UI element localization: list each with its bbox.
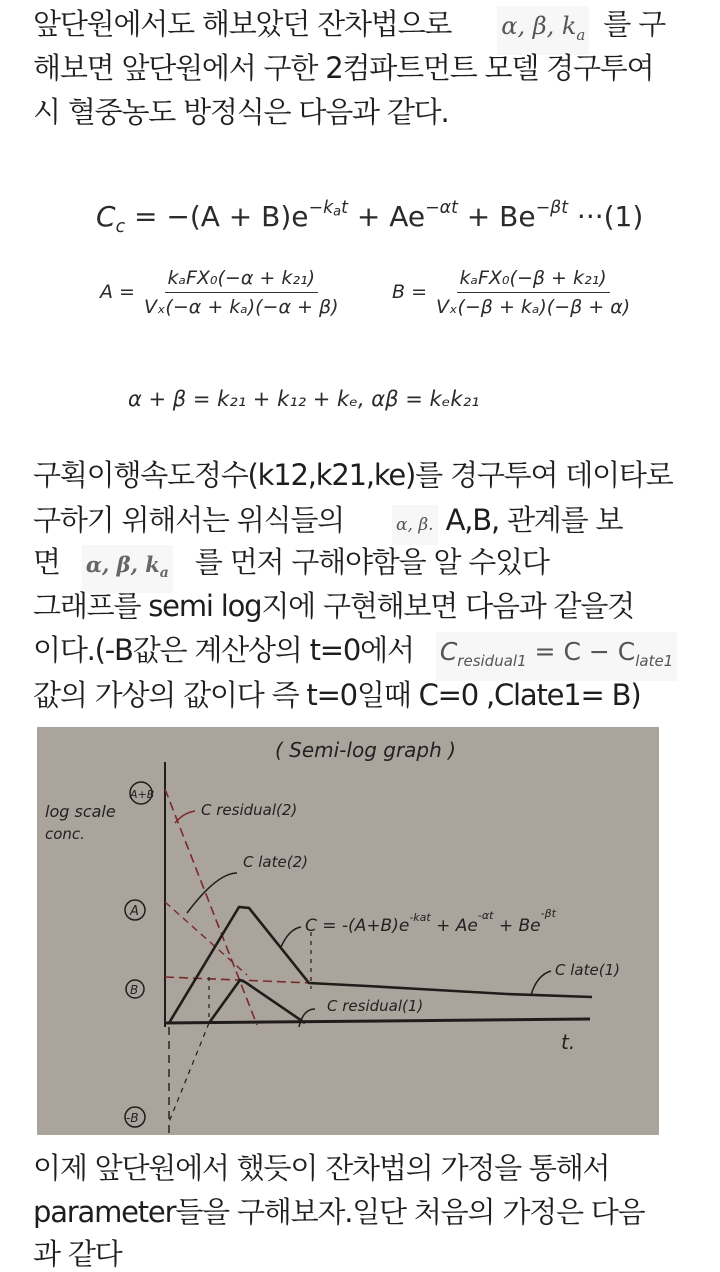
- equation-concentration: $C_c = -(A + B)e^{-kat} + Ae^{-\alpha t} + Be^{-\beta t} \cdot\cdot\cdot(1)$: [96, 198, 644, 238]
- label-c-late2: C late(2): [243, 853, 308, 871]
- paragraph3-line3: 과 같다: [33, 1237, 122, 1271]
- c-residual1-extrapolation: [169, 1023, 209, 1122]
- label-c-late1: C late(1): [555, 961, 620, 979]
- equation-B: B = $\frac{\text{kₐFX₀(−β + k₂₁)}}{\text{Vₓ(−β + kₐ)(−β + α)}}$: [392, 267, 631, 318]
- svg-text:A+B: A+B: [130, 788, 155, 801]
- semi-log-graph: [37, 727, 659, 1135]
- equation-A: A = $\frac{\text{kₐFX₀(−α + k₂₁)}}{\text{Vₓ(−α + kₐ)(−α + β)}}$: [100, 267, 339, 318]
- paragraph1-line3: 시 혈중농도 방정식은 다음과 같다.: [33, 95, 449, 129]
- paragraph2-line6: 값의 가상의 값이다 즉 t=0일때 C=0 ,Clate1= B): [33, 678, 641, 712]
- math-alpha-beta-ka: α, β, $k_a$: [82, 545, 173, 593]
- y-marker-minus-b: [125, 1107, 145, 1127]
- graph-title: ( Semi-log graph ): [275, 738, 456, 762]
- text-span: 이다.(-B값은 계산상의 t=0에서: [33, 633, 414, 667]
- text-span: 를 구: [603, 7, 666, 41]
- paragraph3-line1: 이제 앞단원에서 했듯이 잔차법의 가정을 통해서: [33, 1151, 610, 1185]
- y-marker-b: [126, 980, 144, 998]
- text-span: 면: [33, 545, 60, 579]
- paragraph2-line2: [33, 500, 622, 545]
- math-alpha-beta-ka: α, β, $k_a$: [497, 6, 589, 55]
- text-span: A,B, 관계를 보: [445, 503, 623, 537]
- svg-text:-B: -B: [126, 1111, 139, 1125]
- equation-rate-constants: α + β = k₂₁ + k₁₂ + kₑ, αβ = kₑk₂₁: [128, 387, 480, 411]
- label-c-equation: $C = -(A+B)e^{-kat} + Ae^{-\alpha t} + Be^{-\beta t}$: [305, 907, 556, 936]
- label-c-residual2: C residual(2): [201, 801, 298, 819]
- y-axis-label: log scale: [45, 802, 116, 821]
- x-axis-label: t.: [561, 1030, 576, 1054]
- text-span: 구하기 위해서는 위식들의: [33, 503, 344, 537]
- svg-text:B: B: [130, 983, 139, 997]
- text-span: 앞단원에서도 해보았던 잔차법으로: [33, 7, 452, 41]
- paragraph2-line1: 구획이행속도정수(k12,k21,ke)를 경구투여 데이타로: [33, 458, 673, 492]
- c-residual1-curve: [209, 980, 305, 1023]
- x-axis: [165, 1019, 590, 1023]
- math-alpha-beta: α, β.: [392, 505, 438, 545]
- label-c-residual1: C residual(1): [327, 997, 424, 1015]
- text-span: 를 먼저 구해야함을 알 수있다: [194, 545, 549, 579]
- paragraph3-line2: parameter들을 구해보자.일단 처음의 가정은 다음: [33, 1195, 645, 1229]
- paragraph2-line4: 그래프를 semi log지에 구현해보면 다음과 같을것: [33, 589, 634, 623]
- paragraph2-line5: [33, 630, 677, 681]
- svg-text:A: A: [130, 904, 139, 919]
- y-marker-a-plus-b: [129, 782, 154, 804]
- math-c-residual1: $C_{residual1} = C - C_{late1}$: [436, 632, 677, 681]
- y-axis-label-2: conc.: [45, 825, 85, 843]
- paragraph1-line2: 해보면 앞단원에서 구한 2컴파트먼트 모델 경구투여: [33, 51, 654, 85]
- semi-log-graph-photo: [37, 727, 659, 1135]
- y-marker-a: [125, 900, 145, 920]
